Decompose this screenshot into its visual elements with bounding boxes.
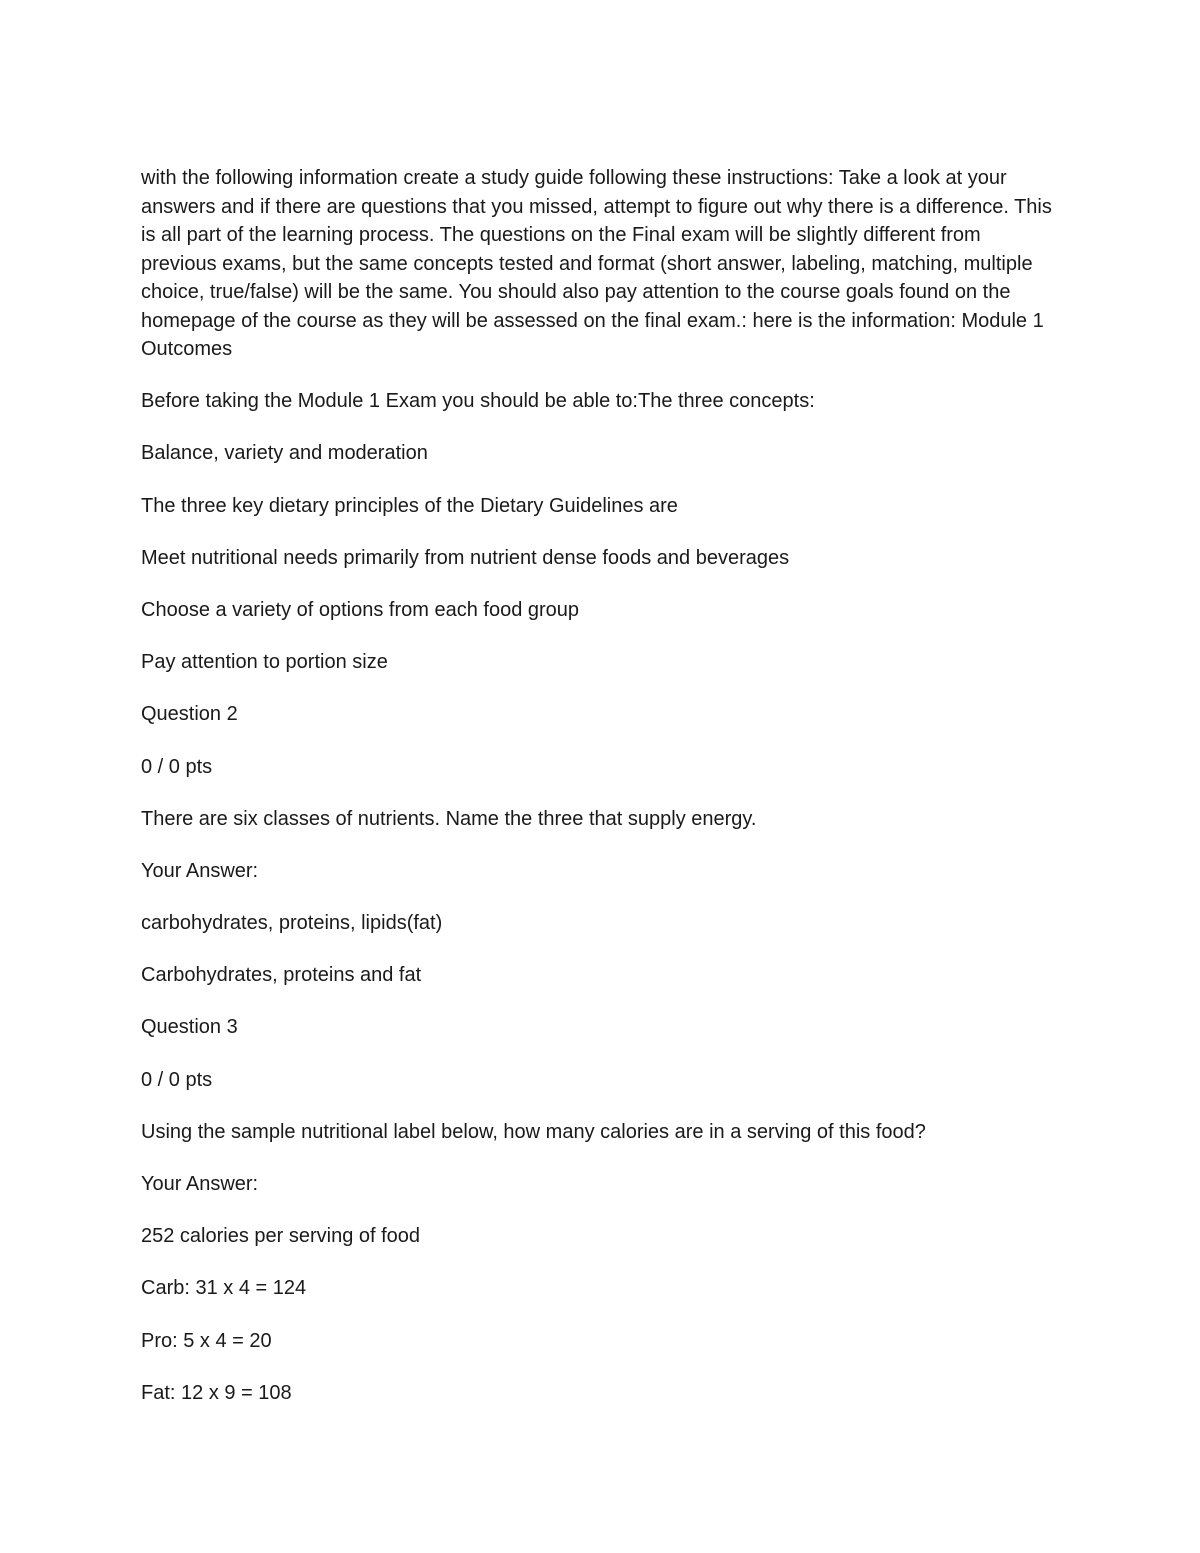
calculation-line: Pro: 5 x 4 = 20 — [141, 1329, 272, 1352]
answer-text: 252 calories per serving of food — [141, 1225, 421, 1248]
answer-text: carbohydrates, proteins, lipids(fat) — [141, 912, 443, 935]
principle-item: Meet nutritional needs primarily from nutrient dense foods and beverages — [141, 546, 790, 569]
question-heading: Question 3 — [141, 1016, 238, 1039]
outcomes-intro-line: Before taking the Module 1 Exam you should be able to:The three concepts: — [141, 390, 815, 413]
question-points: 0 / 0 pts — [141, 755, 213, 778]
intro-paragraph: with the following information create a study guide following these instructions: Take a look at your answers and if there are questions that you missed, attempt to figure out why there is a difference. This is all part of the learning process. The questions on the Final exam will be slightly different from previous exams, but the same concepts tested and format (short answer, labeling, matching, multiple choice, true/false) will be the same. You should also pay attention to the course goals found on the homepage of the course as they will be assessed on the final exam.: here is the information: Module 1 Outcomes — [141, 167, 1052, 360]
question-text: Using the sample nutritional label below, how many calories are in a serving of this food? — [141, 1120, 926, 1143]
question-text: There are six classes of nutrients. Name the three that supply energy. — [141, 807, 757, 830]
calculation-line: Fat: 12 x 9 = 108 — [141, 1381, 292, 1404]
question-heading: Question 2 — [141, 703, 238, 726]
calculation-line: Carb: 31 x 4 = 124 — [141, 1277, 307, 1300]
answer-text: Carbohydrates, proteins and fat — [141, 964, 422, 987]
answer-label: Your Answer: — [141, 1173, 259, 1195]
principle-item: Pay attention to portion size — [141, 651, 388, 674]
document-body — [141, 164, 1061, 1407]
answer-label: Your Answer: — [141, 859, 259, 882]
dietary-principles-heading: The three key dietary principles of the Dietary Guidelines are — [141, 494, 678, 517]
three-concepts-line: Balance, variety and moderation — [141, 442, 428, 465]
question-points: 0 / 0 pts — [141, 1068, 213, 1091]
principle-item: Choose a variety of options from each food group — [141, 598, 580, 621]
